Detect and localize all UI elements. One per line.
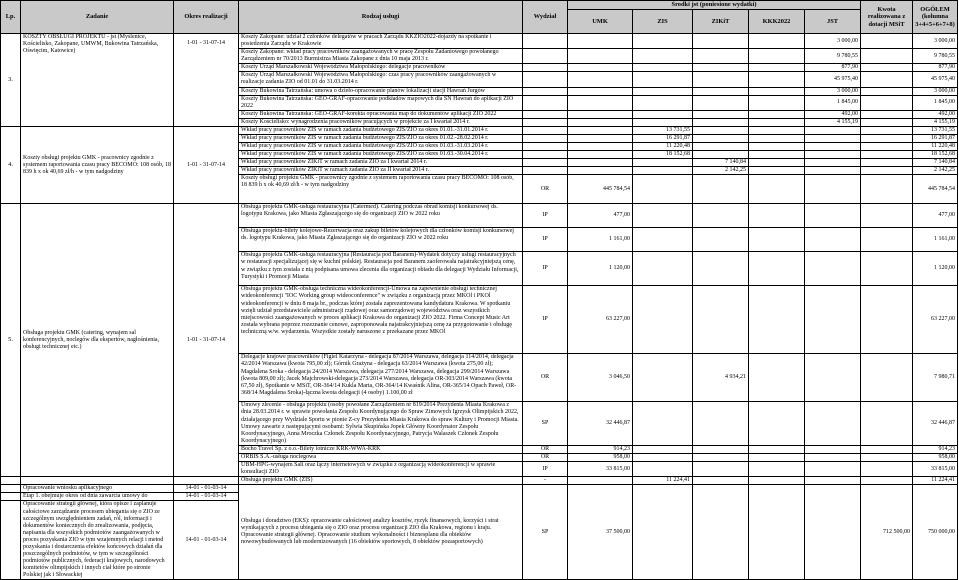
jst-cell: 45 975,40 [805, 72, 861, 87]
zis-cell [633, 204, 693, 228]
wydzial-cell: IP [523, 252, 568, 286]
umk-cell [568, 64, 633, 72]
jst-cell [805, 159, 861, 167]
period-cell: 1-01 - 31-07-14 [174, 34, 239, 127]
zikit-cell [693, 118, 749, 126]
kkk-cell [749, 143, 805, 151]
tot-cell: 492,00 [913, 110, 958, 118]
kkk-cell [749, 252, 805, 286]
tot-cell: 2 142,25 [913, 167, 958, 175]
msit-cell [861, 118, 913, 126]
tot-cell: 18 152,68 [913, 151, 958, 159]
service-cell: Koszty Urząd Marszałkowski Województwa Małopolskiego: czas pracy pracowników zaangażowanych w realizacje zadania ZIO od 01.01 do 31.03.2014 r. [239, 72, 523, 87]
kkk-cell [749, 453, 805, 461]
zis-cell [633, 354, 693, 402]
msit-cell [861, 252, 913, 286]
jst-cell [805, 485, 861, 580]
zis-cell [633, 167, 693, 175]
service-cell: Koszty Bukowina Tatrzańska: GEO-GRAF-opracowanie podkładów mapowych dla SN Hawrań do aplikacji ZIO 2022 [239, 95, 523, 110]
tot-cell: 1 845,00 [913, 95, 958, 110]
jst-cell [805, 151, 861, 159]
header-jst: JST [805, 10, 861, 34]
kkk-cell [749, 135, 805, 143]
zis-cell [633, 445, 693, 453]
kkk-cell [749, 167, 805, 175]
jst-cell [805, 167, 861, 175]
task-cell: Etap 1. obejmuje okres od dnia zawarcia umowy do [21, 493, 174, 501]
kkk-cell [749, 64, 805, 72]
jst-cell [805, 462, 861, 477]
header-kwota: Kwota realizowana z dotacji MSiT [861, 1, 913, 34]
header-srodki: Środki jst (poniesione wydatki) [568, 1, 861, 10]
wydzial-cell [523, 95, 568, 110]
zikit-cell [693, 151, 749, 159]
zikit-cell: 4 934,21 [693, 354, 749, 402]
lp-cell [1, 477, 21, 485]
tot-cell: 32 446,87 [913, 402, 958, 445]
zis-cell [633, 87, 693, 95]
kkk-cell [749, 402, 805, 445]
jst-cell: 3 000,00 [805, 87, 861, 95]
wydzial-cell [523, 110, 568, 118]
wydzial-cell: IP [523, 204, 568, 228]
umk-cell: 3 046,50 [568, 354, 633, 402]
service-cell: Wkład pracy pracowników ZIS w ramach zadania budżetowego ZIS/ZIO za okres 01.01.-31.01.2014 r. [239, 126, 523, 134]
msit-cell [861, 167, 913, 175]
header-rodzaj: Rodzaj usługi [239, 1, 523, 34]
wydzial-cell [523, 167, 568, 175]
umk-cell: 37 500,00 [568, 485, 633, 580]
kkk-cell [749, 354, 805, 402]
umk-cell: 1 120,00 [568, 252, 633, 286]
jst-cell [805, 286, 861, 354]
kkk-cell [749, 175, 805, 204]
jst-cell [805, 228, 861, 252]
service-cell: Wkład pracy pracowników ZIKiT w ramach zadania ZIO za II kwartał 2014 r. [239, 167, 523, 175]
tot-cell: 914,23 [913, 445, 958, 453]
kkk-cell [749, 49, 805, 64]
tot-cell: 45 975,40 [913, 72, 958, 87]
msit-cell [861, 126, 913, 134]
zikit-cell [693, 485, 749, 580]
zis-cell [633, 228, 693, 252]
tot-cell: 1 120,00 [913, 252, 958, 286]
period-cell: 14-01 - 01-03-14 [174, 493, 239, 501]
zikit-cell [693, 445, 749, 453]
umk-cell [568, 118, 633, 126]
tot-cell: 16 291,87 [913, 135, 958, 143]
service-cell: Obsługa projektu GMK (ZIS) [239, 477, 523, 485]
msit-cell [861, 95, 913, 110]
service-cell: Wkład pracy pracowników ZIS w ramach zadania budżetowego ZIS/ZIO za okres 01.03.-31.03.2014 r. [239, 143, 523, 151]
jst-cell [805, 453, 861, 461]
umk-cell [568, 95, 633, 110]
zis-cell: 11 220,48 [633, 143, 693, 151]
msit-cell [861, 159, 913, 167]
kkk-cell [749, 118, 805, 126]
lp-cell-empty [1, 501, 21, 580]
msit-cell [861, 445, 913, 453]
umk-cell: 1 161,00 [568, 228, 633, 252]
zis-cell [633, 95, 693, 110]
umk-cell: 477,00 [568, 204, 633, 228]
umk-cell: 63 227,00 [568, 286, 633, 354]
header-ogolem: OGÓŁEM (kolumna 3+4+5+6+7+8) [913, 1, 958, 34]
period-cell [174, 477, 239, 485]
umk-cell [568, 72, 633, 87]
wydzial-cell [523, 87, 568, 95]
tot-cell: 3 000,00 [913, 34, 958, 49]
kkk-cell [749, 151, 805, 159]
zis-cell: 16 291,87 [633, 135, 693, 143]
msit-cell [861, 402, 913, 445]
tot-cell: 4 155,19 [913, 118, 958, 126]
wydzial-cell: OR [523, 354, 568, 402]
tot-cell: 13 731,55 [913, 126, 958, 134]
umk-cell: 33 815,00 [568, 462, 633, 477]
msit-cell [861, 135, 913, 143]
msit-cell [861, 354, 913, 402]
service-cell: Obsługa i doradztwo (EKS): opracowanie całościowej analizy kosztów, ryzyk finansowych, korzyści i strat wynikających z procesu ubiegania się o ZIO oraz procesu organizacji ZIO dla Krakowa, regionu i kraju. Opracowanie strategii głównej. Opracowanie studium wykonalności i biznesplanu dla obiektów nowowybudowanych lub modernizowanych (16 obiektów sportowych, 8 obiektów pozasportowych) [239, 485, 523, 580]
msit-cell [861, 143, 913, 151]
zikit-cell [693, 175, 749, 204]
tot-cell: 958,00 [913, 453, 958, 461]
zis-cell [633, 462, 693, 477]
jst-cell [805, 402, 861, 445]
zis-cell [633, 64, 693, 72]
kkk-cell [749, 286, 805, 354]
wydzial-cell [523, 49, 568, 64]
umk-cell [568, 477, 633, 485]
service-cell: Obsługa projektu GMK-usługa restauracyjna (Restauracja pod Baranem)-Wydatek dotyczy usługi restauracyjnych w restauracji specjalizującej się w kuchni polskiej. Restauracja pod Baranem zaoferowała najatrakcyjniejszą cenę, w związku z tym została z nią podpisana umowa zlecenia dla organizacji obiadu dla delegacji Wydziału Informacji, Turystyki i Promocji Miasta [239, 252, 523, 286]
umk-cell [568, 87, 633, 95]
service-cell: Bocho Travel Sp. z o.o.-Bilety lotnicze KRK-WWA-KRK [239, 445, 523, 453]
zikit-cell [693, 87, 749, 95]
kkk-cell [749, 445, 805, 453]
jst-cell: 877,90 [805, 64, 861, 72]
zikit-cell [693, 402, 749, 445]
period-cell: 1-01 - 31-07-14 [174, 126, 239, 203]
msit-cell [861, 204, 913, 228]
zis-cell: 11 224,41 [633, 477, 693, 485]
umk-cell [568, 34, 633, 49]
wydzial-cell: SP [523, 402, 568, 445]
lp-cell: 5. [1, 204, 21, 477]
task-cell: Koszty obsługi projektu GMK - pracownicy zgodnie z systemem raportowania czasu pracy BECOMO: 108 osób, 18 839 h x ok 40,69 zł/h - w tym nadgodziny [21, 126, 174, 203]
msit-cell [861, 228, 913, 252]
tot-cell: 9 780,55 [913, 49, 958, 64]
zikit-cell [693, 252, 749, 286]
wydzial-cell: SP [523, 485, 568, 580]
wydzial-cell [523, 126, 568, 134]
msit-cell [861, 477, 913, 485]
header-lp: Lp. [1, 1, 21, 34]
tot-cell: 33 815,00 [913, 462, 958, 477]
service-cell: Koszty Bukowina Tatrzańska: umowa o dzieło-opracowanie planów lokalizacji stacji Hawrań Jurgów [239, 87, 523, 95]
zis-cell [633, 252, 693, 286]
wydzial-cell [523, 72, 568, 87]
wydzial-cell: IP [523, 286, 568, 354]
umk-cell: 445 784,54 [568, 175, 633, 204]
task-cell: KOSZTY OBSŁUGI PROJEKTU - jst (Myślenice, Kościelisko, Zakopane, UMWM, Bukowina Tatrzańska, Oświęcim, Katowice) [21, 34, 174, 127]
jst-cell [805, 252, 861, 286]
msit-cell [861, 175, 913, 204]
zikit-cell [693, 143, 749, 151]
zis-cell [633, 34, 693, 49]
table-row [1, 477, 958, 485]
service-cell: Delegacje krajowe pracowników (Figiel Katarzyna - delegacja 87/2014 Warszawa, delegacja 114/2014, delegacja 42/2014 Warszawa (kwota 795,00 zł); Górnik Grażyna - delegacja 63/2014 Warszawa (kwota 275,00 zł); Magdalena Sroka - delegacja 24/2014 Warszawa, delegacja 277/2014 Warszawa, delegacja 299/2014 Warszawa (kwota 809,00 zł); Jacek Majchrowski-delegacja 273/2014 Warszawa, delegacja OR-303/2014 Warszawa (kwota 67,50 zł), Spotkanie w MSiT, OR-364/14 Kukla Marta, OR-364/14 Kwaśnik Alina, OR-365/14 Opach Paweł, OR-368/14 Magdalena Sroka)-łączna kwota delegacji (4 osoby) 1.100,00 zł [239, 354, 523, 402]
kkk-cell [749, 477, 805, 485]
wydzial-cell: IP [523, 462, 568, 477]
umk-cell: 914,23 [568, 445, 633, 453]
tot-cell: 1 161,00 [913, 228, 958, 252]
msit-cell [861, 286, 913, 354]
msit-cell [861, 49, 913, 64]
zis-cell: 18 152,68 [633, 151, 693, 159]
tot-cell: 477,00 [913, 204, 958, 228]
jst-cell: 4 155,19 [805, 118, 861, 126]
header-umk: UMK [568, 10, 633, 34]
msit-cell [861, 87, 913, 95]
task-cell [21, 477, 174, 485]
zis-cell [633, 453, 693, 461]
umk-cell [568, 135, 633, 143]
jst-cell: 492,00 [805, 110, 861, 118]
kkk-cell [749, 159, 805, 167]
umk-cell: 32 446,87 [568, 402, 633, 445]
service-cell: Koszty obsługi projektu GMK - pracownicy zgodnie z systemem raportowania czasu pracy BECOMO: 108 osób, 18 839 h x ok 40,69 zł/h - w tym nadgodziny [239, 175, 523, 204]
tot-cell: 7 140,84 [913, 159, 958, 167]
kkk-cell [749, 462, 805, 477]
kkk-cell [749, 87, 805, 95]
zis-cell [633, 72, 693, 87]
umk-cell [568, 159, 633, 167]
service-cell: Koszty Urząd Marszałkowski Województwa Małopolskiego: delegacje pracowników [239, 64, 523, 72]
msit-cell [861, 64, 913, 72]
wydzial-cell: OR [523, 445, 568, 453]
jst-cell [805, 354, 861, 402]
msit-cell [861, 34, 913, 49]
lp-cell: 4. [1, 126, 21, 203]
task-cell: Opracowanie wniosku aplikacyjnego [21, 485, 174, 493]
umk-cell [568, 151, 633, 159]
zikit-cell [693, 477, 749, 485]
zikit-cell: 2 142,25 [693, 167, 749, 175]
zikit-cell [693, 453, 749, 461]
zikit-cell: 7 140,84 [693, 159, 749, 167]
tot-cell: 750 000,00 [913, 485, 958, 580]
period-cell: 14-01 - 01-03-14 [174, 501, 239, 580]
jst-cell [805, 126, 861, 134]
zikit-cell [693, 72, 749, 87]
header-zikit: ZIKiT [693, 10, 749, 34]
zikit-cell [693, 110, 749, 118]
jst-cell [805, 445, 861, 453]
tot-cell: 7 980,71 [913, 354, 958, 402]
task-cell: Obsługa projektu GMK (catering, wynajem sal konferencyjnych, noclegów dla ekspertów, nagłośnienia, obsługi technicznej etc.) [21, 204, 174, 477]
umk-cell [568, 143, 633, 151]
zis-cell [633, 159, 693, 167]
zis-cell [633, 110, 693, 118]
wydzial-cell [523, 118, 568, 126]
msit-cell [861, 110, 913, 118]
service-cell: ORBIS S.A.-usługa noclegowa [239, 453, 523, 461]
lp-cell: 3. [1, 34, 21, 127]
wydzial-cell [523, 64, 568, 72]
zis-cell [633, 118, 693, 126]
jst-cell: 3 000,00 [805, 34, 861, 49]
tot-cell: 3 000,00 [913, 87, 958, 95]
service-cell: Koszty Kościelisko: wynagrodzenia pracowników pracujących w projekcie za I kwartał 2014 r. [239, 118, 523, 126]
kkk-cell [749, 72, 805, 87]
lp-cell-empty [1, 493, 21, 501]
header-zis: ZIS [633, 10, 693, 34]
service-cell: Wkład pracy pracowników ZIS w ramach zadania budżetowego ZIS/ZIO za okres 01.02.-28.02.2014 r. [239, 135, 523, 143]
kkk-cell [749, 95, 805, 110]
service-cell: Wkład pracy pracowników ZIKiT w ramach zadania ZIO za I kwartał 2014 r. [239, 159, 523, 167]
zikit-cell [693, 95, 749, 110]
umk-cell [568, 110, 633, 118]
zis-cell [633, 402, 693, 445]
kkk-cell [749, 34, 805, 49]
zis-cell [633, 49, 693, 64]
header-wydzial: Wydział [523, 1, 568, 34]
umk-cell [568, 49, 633, 64]
zikit-cell [693, 462, 749, 477]
wydzial-cell [523, 143, 568, 151]
service-cell: Koszty Bukowina Tatrzańska: GEO-GRAF-korekta opracowania map do dokumentów aplikacji ZIO 2022 [239, 110, 523, 118]
umk-cell: 958,00 [568, 453, 633, 461]
msit-cell: 712 500,00 [861, 485, 913, 580]
header-kkk: KKK2022 [749, 10, 805, 34]
lp-cell-empty [1, 485, 21, 493]
msit-cell [861, 151, 913, 159]
wydzial-cell: - [523, 477, 568, 485]
wydzial-cell: IP [523, 228, 568, 252]
table-row [1, 34, 958, 49]
jst-cell: 9 780,55 [805, 49, 861, 64]
task-cell: Opracowanie strategii głównej, która opisze i zaplanuje całościowe zarządzanie procesem ubiegania się o ZIO ze szczególnym uwzględnieniem zadań, ról, informacji i dokumentów koniecznych do zrealizowania, podjęcia, napisania dla wszystkich podmiotów zaangażowanych w proces pozyskania ZIO w tym wzajemnych relacji i metod pozyskania i dostarczenia efektów końcowych działań dla poszczególnych podmiotów, w tym w szczególności podmiotów publicznych, federacji krajowych, narodowych komitetów olimpijskich i innych ciał które po stronie Polskiej jak i Słowackiej [21, 501, 174, 580]
jst-cell [805, 204, 861, 228]
zikit-cell [693, 49, 749, 64]
jst-cell [805, 143, 861, 151]
service-cell: Obsługa projektu GMK-usługa restauracyjna (Catermed). Catering podczas obrad komisji konkursowej ds. logotypu Krakowa, jako Miasta Zgłaszającego się do organizacji ZIO w 2022 roku [239, 204, 523, 228]
period-cell: 14-01 - 01-03-14 [174, 485, 239, 493]
table-row [1, 204, 958, 228]
service-cell: Koszty Zakopane: wkład pracy pracowników zaangażowanych w pracę Zespołu Zadaniowego powołanego Zarządzeniem nr 70/2013 Burmistrza Miasta Zakopane z dnia 10 maja 2013 r. [239, 49, 523, 64]
wydzial-cell [523, 151, 568, 159]
umk-cell [568, 167, 633, 175]
table-row [1, 126, 958, 134]
kkk-cell [749, 204, 805, 228]
service-cell: Koszty Zakopane: udział 2 członków delegatów w pracach Zarządu KKZIO2022-dojazdy na spotkanie i posiedzenia Zarządu w Krakowie [239, 34, 523, 49]
tot-cell: 11 220,48 [913, 143, 958, 151]
jst-cell [805, 135, 861, 143]
kkk-cell [749, 110, 805, 118]
msit-cell [861, 72, 913, 87]
umk-cell [568, 126, 633, 134]
zikit-cell [693, 204, 749, 228]
service-cell: Wkład pracy pracowników ZIS w ramach zadania budżetowego ZIS/ZIO za okres 01.03.-30.04.2014 r. [239, 151, 523, 159]
wydzial-cell [523, 135, 568, 143]
zikit-cell [693, 126, 749, 134]
wydzial-cell [523, 159, 568, 167]
zis-cell [633, 175, 693, 204]
zikit-cell [693, 34, 749, 49]
msit-cell [861, 462, 913, 477]
wydzial-cell [523, 34, 568, 49]
zikit-cell [693, 228, 749, 252]
zis-cell [633, 286, 693, 354]
service-cell: Obsługa projektu-bilety kolejowe-Rezerwacja oraz zakup biletów kolejowych dla członków komisji konkursowej ds. logotypu Krakowa, jako Miasta Zgłaszającego się do organizacji ZIO w 2022 roku [239, 228, 523, 252]
jst-cell [805, 175, 861, 204]
tot-cell: 445 784,54 [913, 175, 958, 204]
header-okres: Okres realizacji [174, 1, 239, 34]
wydzial-cell: OR [523, 175, 568, 204]
service-cell: Umowy zlecenie - obsługa projektu (osoby powołane Zarządzeniem nr 819/2014 Prezydenta Miasta Krakowa z dnia 28.03.2014 r. w sprawie powołania Zespołu Koordynującego do Spraw Zimowych Igrzysk Olimpijskich 2022, działającego przy Wydziale Sportu w pionie Z-cy Prezydenta Miasta Krakowa do spraw Kultury i Promocji Miasta. Umowy zawarte z następującymi osobami: Sylwia Skupińska Jopek Główny Koordynator Zespołu Koordynacyjnego, Anna Mroczka Członek Zespołu Koordynacyjnego, Patrycja Walaszek Członek Zespołu Koordynacyjnego) [239, 402, 523, 445]
table-row [1, 485, 958, 493]
header-zadanie: Zadanie [21, 1, 174, 34]
zis-cell [633, 485, 693, 580]
kkk-cell [749, 485, 805, 580]
kkk-cell [749, 228, 805, 252]
tot-cell: 11 224,41 [913, 477, 958, 485]
zikit-cell [693, 64, 749, 72]
service-cell: Obsługa projektu GMK-obsługa techniczna wideokonferencji-Umowa na zapewnienie obsługi technicznej wideokonferencji "IOC Working group wideoconference" w związku z organizacją przez MKOl i PKOl wideokonferencji w dniu 8 maja br., podczas której została zaprezentowana kandydatura Krakowa. W spotkaniu wzięli udział przedstawiciele administracji rządowej oraz samorządowej województwa oraz wszystkich miejscowości zaangażowanych w proces aplikacji Krakowa do organizacji ZIO 2022. Firma Concept Music Art została wybrana poprzez rozeznanie cenowe, zaproponowała najatrakcyjniejszą cenę za przygotowanie i obsługę techniczną w/w. wydarzenia. Wszystkie zostały naruszone z przekazane przez MKOl [239, 286, 523, 354]
period-cell: 1-01 - 31-07-14 [174, 204, 239, 477]
wydzial-cell: OR [523, 453, 568, 461]
msit-cell [861, 453, 913, 461]
jst-cell [805, 477, 861, 485]
zikit-cell [693, 135, 749, 143]
table-header [1, 1, 958, 34]
jst-cell: 1 845,00 [805, 95, 861, 110]
service-cell: UBM-HPG-wynajem Sali oraz łączy internetowych w związku z organizacją wideokonferencji w sprawie konsultacji ZIO [239, 462, 523, 477]
zikit-cell [693, 286, 749, 354]
zis-cell: 13 731,55 [633, 126, 693, 134]
tot-cell: 63 227,00 [913, 286, 958, 354]
kkk-cell [749, 126, 805, 134]
tot-cell: 877,90 [913, 64, 958, 72]
